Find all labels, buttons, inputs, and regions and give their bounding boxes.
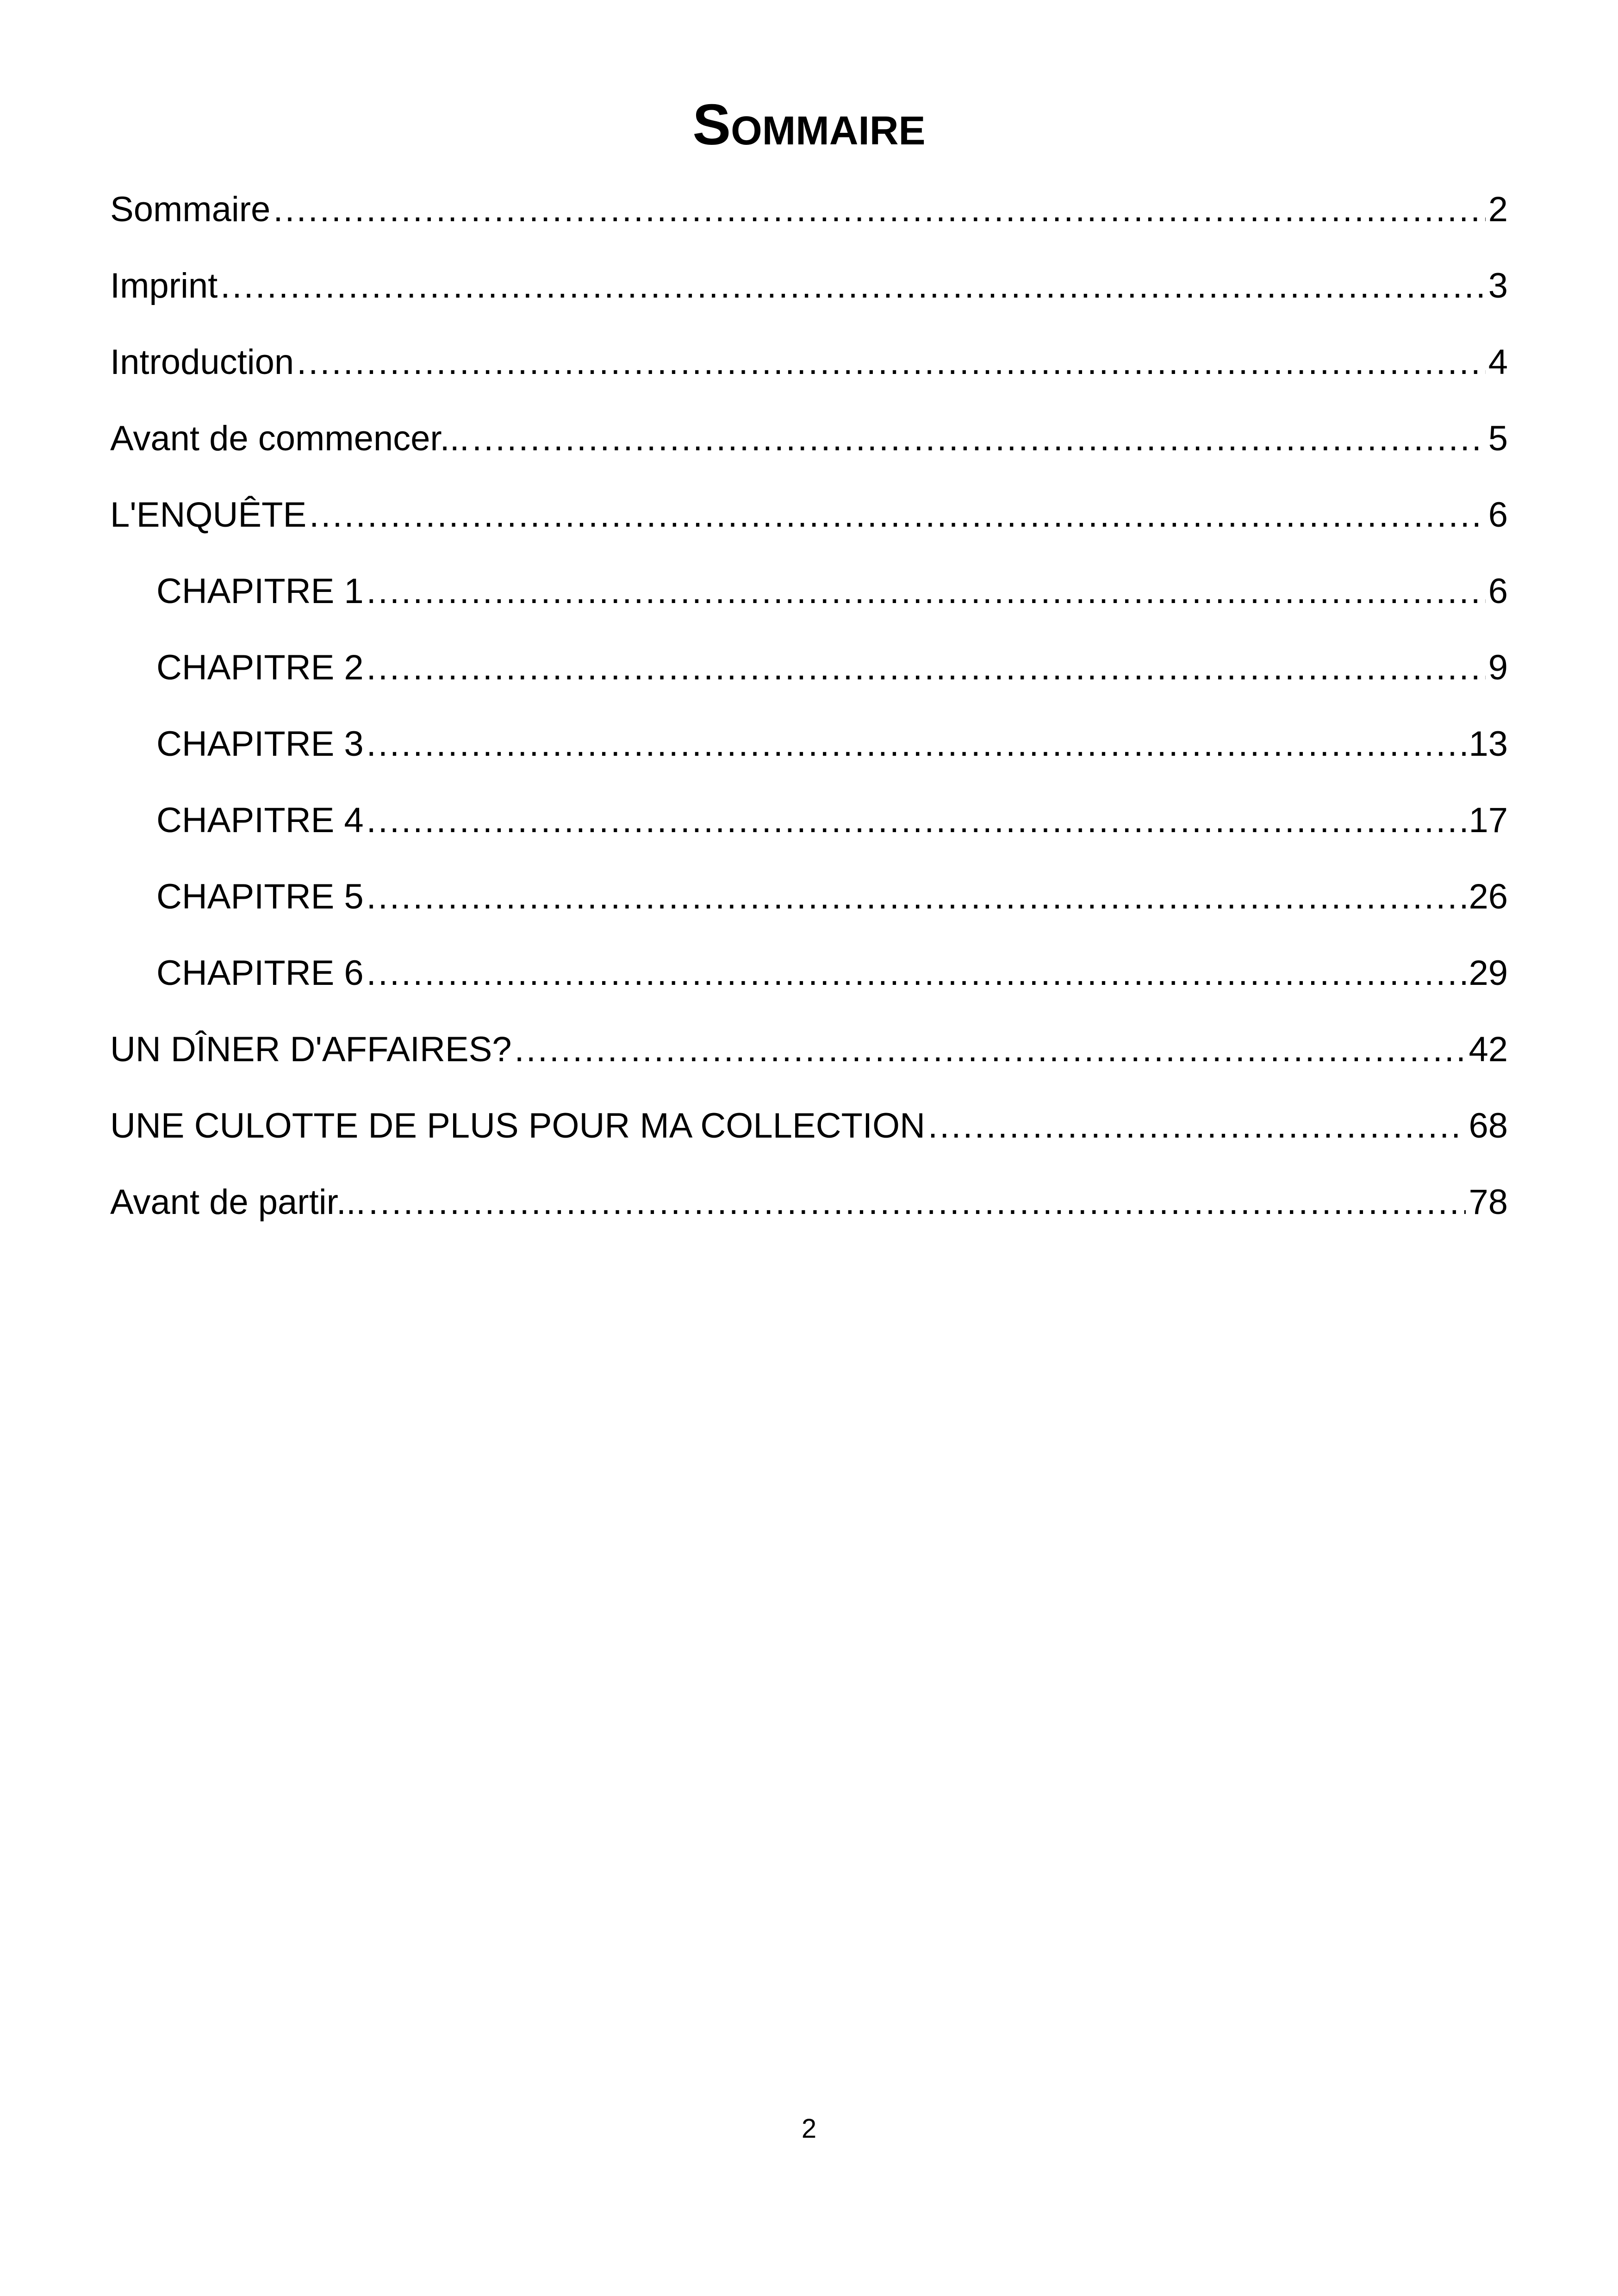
toc-dot-leader xyxy=(220,261,1485,311)
toc-entry-label: CHAPITRE 1 xyxy=(156,572,364,611)
toc-entry-label: L'ENQUÊTE xyxy=(110,495,307,535)
toc-dot-leader xyxy=(297,337,1486,388)
toc-entry-page: 3 xyxy=(1488,266,1508,305)
toc-entry-page: 42 xyxy=(1469,1030,1508,1069)
toc-entry-label: CHAPITRE 3 xyxy=(156,724,364,764)
toc-entry-introduction[interactable] xyxy=(110,337,1508,413)
toc-entry-une-culotte-de-plus[interactable] xyxy=(110,1101,1508,1177)
toc-entry-chapitre-2[interactable] xyxy=(110,642,1508,719)
toc-dot-leader xyxy=(367,566,1486,617)
toc-dot-leader xyxy=(367,871,1466,922)
toc-entry-page: 6 xyxy=(1488,572,1508,611)
toc-entry-page: 6 xyxy=(1488,495,1508,535)
toc-entry-label: UNE CULOTTE DE PLUS POUR MA COLLECTION xyxy=(110,1106,925,1145)
toc-entry-label: Introduction xyxy=(110,342,294,382)
toc-dot-leader xyxy=(472,413,1486,464)
toc-entry-page: 2 xyxy=(1488,190,1508,229)
toc-entry-un-diner-d-affaires[interactable] xyxy=(110,1024,1508,1101)
toc-entry-avant-de-commencer[interactable] xyxy=(110,413,1508,490)
page-number: 2 xyxy=(801,2114,817,2144)
toc-entry-page: 68 xyxy=(1469,1106,1508,1145)
toc-entry-label: UN DÎNER D'AFFAIRES? xyxy=(110,1030,512,1069)
toc-entry-sommaire[interactable] xyxy=(110,184,1508,261)
toc-entry-chapitre-6[interactable] xyxy=(110,948,1508,1024)
toc-entry-label: Sommaire xyxy=(110,190,271,229)
toc-entry-page: 9 xyxy=(1488,648,1508,687)
toc-entry-page: 78 xyxy=(1469,1182,1508,1222)
toc-entry-label: Imprint xyxy=(110,266,218,305)
toc-entry-chapitre-3[interactable] xyxy=(110,719,1508,795)
toc-entry-page: 17 xyxy=(1469,801,1508,840)
toc-entry-page: 29 xyxy=(1469,953,1508,993)
toc-entry-avant-de-partir[interactable] xyxy=(110,1177,1508,1253)
toc-entry-imprint[interactable] xyxy=(110,261,1508,337)
toc-entry-chapitre-1[interactable] xyxy=(110,566,1508,642)
toc-dot-leader xyxy=(367,948,1466,999)
toc-entry-chapitre-5[interactable] xyxy=(110,871,1508,948)
toc-dot-leader xyxy=(273,184,1485,235)
toc-entry-page: 26 xyxy=(1469,877,1508,916)
toc-dot-leader xyxy=(367,719,1466,770)
toc-entry-label: Avant de partir... xyxy=(110,1182,366,1222)
toc-dot-leader xyxy=(515,1024,1466,1075)
page-title: Sommaire xyxy=(692,93,926,157)
toc-entry-label: CHAPITRE 5 xyxy=(156,877,364,916)
toc-dot-leader xyxy=(367,795,1466,846)
toc-entry-chapitre-4[interactable] xyxy=(110,795,1508,871)
toc-dot-leader xyxy=(367,642,1486,693)
table-of-contents xyxy=(110,184,1508,1253)
toc-entry-enquete[interactable] xyxy=(110,490,1508,566)
toc-dot-leader xyxy=(368,1177,1466,1228)
toc-entry-label: Avant de commencer... xyxy=(110,419,469,458)
toc-entry-page: 4 xyxy=(1488,342,1508,382)
toc-entry-label: CHAPITRE 6 xyxy=(156,953,364,993)
toc-entry-label: CHAPITRE 4 xyxy=(156,801,364,840)
toc-dot-leader xyxy=(928,1101,1466,1151)
toc-entry-page: 13 xyxy=(1469,724,1508,764)
toc-entry-label: CHAPITRE 2 xyxy=(156,648,364,687)
toc-dot-leader xyxy=(309,490,1486,541)
toc-entry-page: 5 xyxy=(1488,419,1508,458)
